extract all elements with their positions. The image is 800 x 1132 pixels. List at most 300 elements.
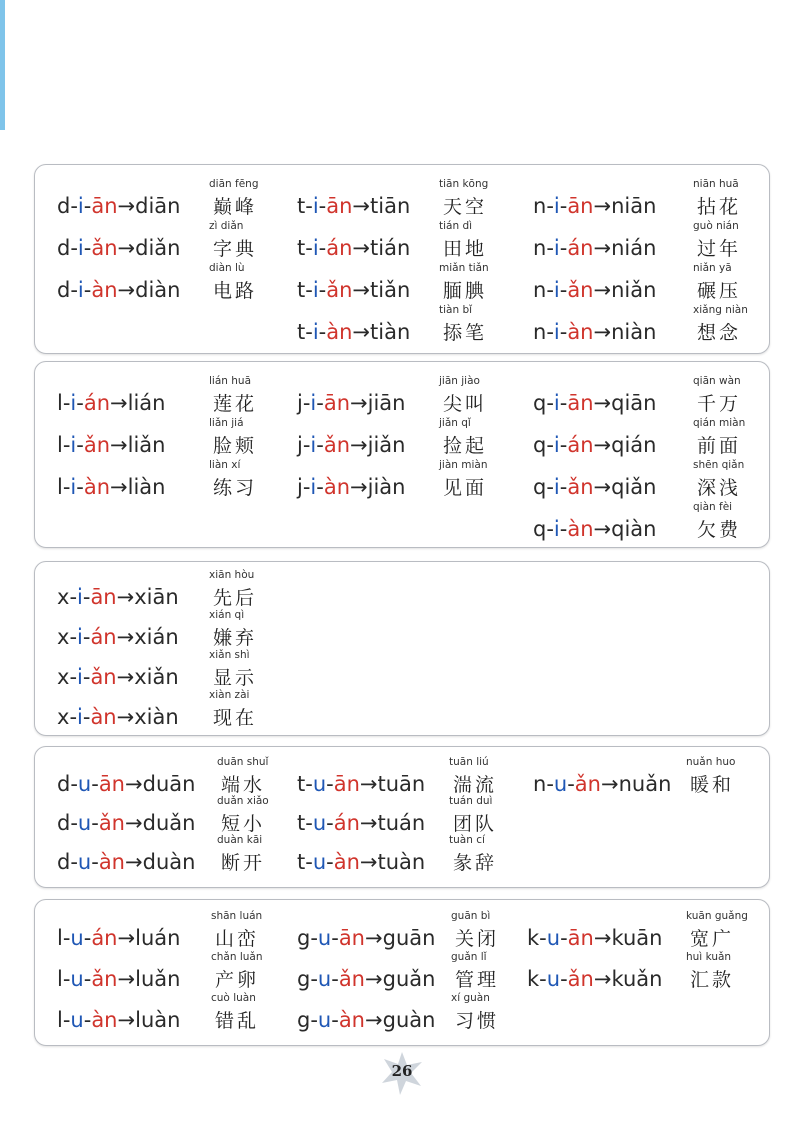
hyphen: - bbox=[305, 236, 313, 260]
word-pinyin: xiǎn shì bbox=[209, 649, 250, 661]
word-pinyin: kuān guǎng bbox=[686, 910, 748, 922]
medial: u bbox=[70, 967, 84, 991]
medial: u bbox=[317, 967, 332, 991]
medial: u bbox=[546, 926, 561, 950]
initial: d bbox=[57, 236, 71, 260]
word-pinyin: xián qì bbox=[209, 609, 245, 621]
final: ān bbox=[323, 391, 351, 415]
result-syllable: liǎn bbox=[127, 433, 166, 457]
result-syllable: tuān bbox=[377, 772, 426, 796]
spelling-equation bbox=[57, 664, 179, 690]
initial: l bbox=[57, 1008, 63, 1032]
final: àn bbox=[326, 320, 353, 344]
word-hanzi: 深浅 bbox=[697, 477, 742, 499]
medial: i bbox=[77, 625, 83, 649]
initial: l bbox=[57, 967, 63, 991]
word-hanzi: 团队 bbox=[453, 813, 498, 835]
hyphen: - bbox=[302, 475, 311, 499]
hyphen: - bbox=[559, 391, 568, 415]
spelling-equation bbox=[57, 193, 180, 219]
hyphen: - bbox=[69, 585, 78, 609]
word-pinyin: liàn xí bbox=[209, 459, 241, 471]
hyphen: - bbox=[83, 967, 92, 991]
result-syllable: guǎn bbox=[382, 967, 436, 991]
final: ǎn bbox=[567, 278, 594, 302]
word-pinyin: liǎn jiá bbox=[209, 417, 244, 429]
medial: i bbox=[553, 391, 560, 415]
result-syllable: jiàn bbox=[367, 475, 406, 499]
spelling-equation bbox=[297, 432, 406, 458]
initial: x bbox=[57, 705, 70, 729]
result-syllable: xiān bbox=[134, 585, 179, 609]
word-hanzi: 显示 bbox=[213, 667, 258, 689]
final: án bbox=[326, 236, 353, 260]
hyphen: - bbox=[70, 772, 78, 796]
word-hanzi: 尖叫 bbox=[443, 393, 488, 415]
hyphen: - bbox=[546, 236, 554, 260]
hyphen: - bbox=[310, 926, 318, 950]
result-syllable: kuǎn bbox=[611, 967, 663, 991]
hyphen: - bbox=[62, 926, 71, 950]
hyphen: - bbox=[559, 278, 568, 302]
word-hanzi: 错乱 bbox=[215, 1010, 260, 1032]
hyphen: - bbox=[559, 236, 568, 260]
hyphen: - bbox=[559, 475, 568, 499]
arrow-icon: → bbox=[116, 705, 135, 729]
page-number-badge bbox=[379, 1050, 425, 1096]
word-hanzi: 碾压 bbox=[697, 280, 742, 302]
hyphen: - bbox=[82, 665, 91, 689]
initial: t bbox=[297, 278, 306, 302]
word-hanzi: 暖和 bbox=[690, 774, 735, 796]
final: ān bbox=[326, 194, 353, 218]
final: àn bbox=[98, 850, 125, 874]
hyphen: - bbox=[91, 811, 99, 835]
word-pinyin: guān bì bbox=[451, 910, 491, 922]
hyphen: - bbox=[305, 320, 313, 344]
word-pinyin: tiān kōng bbox=[439, 178, 489, 190]
arrow-icon: → bbox=[116, 585, 135, 609]
medial: i bbox=[77, 194, 84, 218]
arrow-icon: → bbox=[352, 236, 371, 260]
hyphen: - bbox=[559, 517, 568, 541]
spelling-equation bbox=[533, 277, 656, 303]
page-number: 26 bbox=[391, 1062, 413, 1080]
hyphen: - bbox=[91, 772, 99, 796]
word-hanzi: 宽广 bbox=[690, 928, 735, 950]
arrow-icon: → bbox=[593, 320, 612, 344]
result-syllable: niān bbox=[611, 194, 657, 218]
word-hanzi: 千万 bbox=[697, 393, 742, 415]
final: àn bbox=[91, 1008, 118, 1032]
hyphen: - bbox=[302, 391, 311, 415]
final: án bbox=[90, 625, 117, 649]
final: án bbox=[567, 236, 594, 260]
word-pinyin: xiān hòu bbox=[209, 569, 255, 581]
final: án bbox=[333, 811, 360, 835]
initial: n bbox=[533, 236, 547, 260]
hyphen: - bbox=[83, 278, 92, 302]
spelling-equation bbox=[297, 235, 410, 261]
hyphen: - bbox=[316, 475, 324, 499]
page-edge-bar bbox=[0, 0, 5, 130]
initial: d bbox=[57, 811, 71, 835]
initial: j bbox=[297, 433, 303, 457]
arrow-icon: → bbox=[352, 320, 371, 344]
word-hanzi: 字典 bbox=[213, 238, 258, 260]
result-syllable: xiǎn bbox=[134, 665, 179, 689]
arrow-icon: → bbox=[359, 772, 378, 796]
result-syllable: tiǎn bbox=[370, 278, 411, 302]
spelling-equation bbox=[57, 390, 166, 416]
spelling-equation bbox=[533, 235, 656, 261]
medial: i bbox=[553, 236, 560, 260]
final: ǎn bbox=[323, 433, 351, 457]
spelling-equation bbox=[297, 390, 406, 416]
spelling-equation bbox=[57, 810, 195, 836]
hyphen: - bbox=[318, 320, 327, 344]
word-hanzi: 关闭 bbox=[455, 928, 500, 950]
initial: t bbox=[297, 772, 306, 796]
medial: i bbox=[312, 236, 319, 260]
word-pinyin: duàn kāi bbox=[217, 834, 263, 846]
arrow-icon: → bbox=[117, 278, 136, 302]
hyphen: - bbox=[70, 278, 78, 302]
final: án bbox=[91, 926, 118, 950]
result-syllable: qiān bbox=[611, 391, 657, 415]
result-syllable: tiàn bbox=[370, 320, 411, 344]
initial: k bbox=[527, 926, 540, 950]
word-pinyin: shān luán bbox=[211, 910, 263, 922]
hyphen: - bbox=[305, 194, 313, 218]
arrow-icon: → bbox=[350, 433, 368, 457]
word-hanzi: 想念 bbox=[697, 322, 742, 344]
arrow-icon: → bbox=[110, 391, 128, 415]
medial: u bbox=[317, 926, 332, 950]
hyphen: - bbox=[70, 850, 78, 874]
hyphen: - bbox=[316, 433, 324, 457]
medial: u bbox=[77, 811, 92, 835]
word-hanzi: 莲花 bbox=[213, 393, 258, 415]
hyphen: - bbox=[83, 1008, 92, 1032]
spelling-equation bbox=[527, 966, 662, 992]
hyphen: - bbox=[318, 236, 327, 260]
word-pinyin: tián dì bbox=[439, 220, 473, 232]
initial: x bbox=[57, 665, 70, 689]
spelling-equation bbox=[57, 771, 195, 797]
word-pinyin: xiàn zài bbox=[209, 689, 250, 701]
word-hanzi: 田地 bbox=[443, 238, 488, 260]
hyphen: - bbox=[310, 967, 318, 991]
spelling-equation bbox=[57, 966, 180, 992]
word-hanzi: 湍流 bbox=[453, 774, 498, 796]
hyphen: - bbox=[331, 967, 339, 991]
medial: i bbox=[553, 278, 560, 302]
medial: i bbox=[77, 278, 84, 302]
spelling-equation bbox=[533, 432, 656, 458]
arrow-icon: → bbox=[359, 811, 378, 835]
hyphen: - bbox=[305, 772, 313, 796]
final: ān bbox=[567, 926, 594, 950]
arrow-icon: → bbox=[593, 967, 612, 991]
result-syllable: nián bbox=[611, 236, 657, 260]
final: àn bbox=[323, 475, 351, 499]
medial: u bbox=[317, 1008, 332, 1032]
pinyin-panel-2 bbox=[34, 361, 770, 548]
medial: i bbox=[553, 475, 560, 499]
initial: t bbox=[297, 811, 306, 835]
spelling-equation bbox=[527, 925, 662, 951]
initial: g bbox=[297, 967, 311, 991]
word-pinyin: diàn lù bbox=[209, 262, 245, 274]
hyphen: - bbox=[539, 926, 547, 950]
word-pinyin: nuǎn huo bbox=[686, 756, 736, 768]
word-pinyin: tuàn cí bbox=[449, 834, 485, 846]
arrow-icon: → bbox=[352, 194, 371, 218]
hyphen: - bbox=[305, 278, 313, 302]
arrow-icon: → bbox=[116, 665, 135, 689]
hyphen: - bbox=[559, 320, 568, 344]
pinyin-panel-1 bbox=[34, 164, 770, 354]
initial: q bbox=[533, 475, 547, 499]
word-hanzi: 管理 bbox=[455, 969, 500, 991]
final: ān bbox=[567, 194, 594, 218]
result-syllable: qián bbox=[611, 433, 657, 457]
spelling-equation bbox=[297, 771, 425, 797]
final: ǎn bbox=[567, 967, 594, 991]
spelling-equation bbox=[533, 474, 656, 500]
arrow-icon: → bbox=[600, 772, 619, 796]
hyphen: - bbox=[559, 433, 568, 457]
hyphen: - bbox=[546, 772, 554, 796]
medial: u bbox=[546, 967, 561, 991]
arrow-icon: → bbox=[593, 926, 612, 950]
result-syllable: luǎn bbox=[135, 967, 181, 991]
result-syllable: tián bbox=[370, 236, 411, 260]
hyphen: - bbox=[331, 926, 339, 950]
arrow-icon: → bbox=[593, 475, 612, 499]
arrow-icon: → bbox=[110, 433, 128, 457]
hyphen: - bbox=[316, 391, 324, 415]
final: ān bbox=[338, 926, 365, 950]
hyphen: - bbox=[318, 278, 327, 302]
medial: i bbox=[310, 475, 317, 499]
initial: d bbox=[57, 772, 71, 796]
hyphen: - bbox=[302, 433, 311, 457]
word-hanzi: 断开 bbox=[221, 852, 266, 874]
medial: i bbox=[312, 278, 319, 302]
spelling-equation bbox=[297, 193, 410, 219]
initial: q bbox=[533, 391, 547, 415]
medial: i bbox=[553, 320, 560, 344]
final: àn bbox=[83, 475, 111, 499]
initial: l bbox=[57, 433, 63, 457]
word-pinyin: cuò luàn bbox=[211, 992, 256, 1004]
word-hanzi: 产卵 bbox=[215, 969, 260, 991]
word-hanzi: 腼腆 bbox=[443, 280, 488, 302]
medial: i bbox=[77, 236, 84, 260]
result-syllable: jiān bbox=[367, 391, 406, 415]
arrow-icon: → bbox=[593, 194, 612, 218]
word-pinyin: xí guàn bbox=[451, 992, 490, 1004]
hyphen: - bbox=[62, 433, 71, 457]
hyphen: - bbox=[82, 705, 91, 729]
final: ān bbox=[98, 772, 125, 796]
initial: q bbox=[533, 517, 547, 541]
result-syllable: lián bbox=[127, 391, 166, 415]
final: àn bbox=[333, 850, 360, 874]
word-hanzi: 巅峰 bbox=[213, 196, 258, 218]
spelling-equation bbox=[297, 966, 435, 992]
hyphen: - bbox=[546, 194, 554, 218]
result-syllable: kuān bbox=[611, 926, 663, 950]
medial: u bbox=[77, 772, 92, 796]
medial: i bbox=[70, 475, 77, 499]
arrow-icon: → bbox=[593, 278, 612, 302]
hyphen: - bbox=[560, 967, 568, 991]
hyphen: - bbox=[318, 194, 327, 218]
hyphen: - bbox=[546, 278, 554, 302]
initial: t bbox=[297, 236, 306, 260]
hyphen: - bbox=[83, 926, 92, 950]
hyphen: - bbox=[62, 391, 71, 415]
hyphen: - bbox=[310, 1008, 318, 1032]
hyphen: - bbox=[83, 194, 92, 218]
final: án bbox=[567, 433, 594, 457]
spelling-equation bbox=[57, 849, 195, 875]
final: àn bbox=[91, 278, 118, 302]
result-syllable: luán bbox=[135, 926, 181, 950]
spelling-equation bbox=[57, 704, 179, 730]
hyphen: - bbox=[546, 320, 554, 344]
final: àn bbox=[567, 320, 594, 344]
arrow-icon: → bbox=[117, 236, 136, 260]
word-pinyin: duǎn xiǎo bbox=[217, 795, 269, 807]
final: ān bbox=[333, 772, 360, 796]
hyphen: - bbox=[70, 811, 78, 835]
arrow-icon: → bbox=[350, 475, 368, 499]
final: ān bbox=[567, 391, 594, 415]
spelling-equation bbox=[297, 319, 410, 345]
initial: g bbox=[297, 1008, 311, 1032]
spelling-equation bbox=[297, 277, 410, 303]
arrow-icon: → bbox=[117, 926, 136, 950]
hyphen: - bbox=[546, 517, 554, 541]
final: ǎn bbox=[90, 665, 117, 689]
initial: d bbox=[57, 278, 71, 302]
result-syllable: niàn bbox=[611, 320, 657, 344]
spelling-equation bbox=[297, 1007, 435, 1033]
initial: t bbox=[297, 194, 306, 218]
arrow-icon: → bbox=[352, 278, 371, 302]
result-syllable: guān bbox=[382, 926, 436, 950]
initial: t bbox=[297, 850, 306, 874]
medial: i bbox=[553, 433, 560, 457]
arrow-icon: → bbox=[110, 475, 128, 499]
word-hanzi: 电路 bbox=[213, 280, 258, 302]
result-syllable: niǎn bbox=[611, 278, 657, 302]
initial: g bbox=[297, 926, 311, 950]
final: ǎn bbox=[91, 236, 118, 260]
hyphen: - bbox=[326, 772, 334, 796]
arrow-icon: → bbox=[117, 1008, 136, 1032]
arrow-icon: → bbox=[125, 772, 143, 796]
spelling-equation bbox=[57, 235, 180, 261]
hyphen: - bbox=[69, 625, 78, 649]
final: ǎn bbox=[98, 811, 125, 835]
final: án bbox=[83, 391, 111, 415]
word-pinyin: niǎn yā bbox=[693, 262, 732, 274]
arrow-icon: → bbox=[350, 391, 368, 415]
pinyin-panel-5 bbox=[34, 899, 770, 1046]
medial: u bbox=[70, 926, 84, 950]
result-syllable: nuǎn bbox=[618, 772, 672, 796]
spelling-equation bbox=[533, 771, 671, 797]
result-syllable: diān bbox=[135, 194, 181, 218]
word-pinyin: tuán duì bbox=[449, 795, 493, 807]
word-hanzi: 先后 bbox=[213, 587, 258, 609]
word-hanzi: 现在 bbox=[213, 707, 258, 729]
arrow-icon: → bbox=[593, 517, 612, 541]
medial: i bbox=[77, 665, 83, 689]
hyphen: - bbox=[82, 585, 91, 609]
hyphen: - bbox=[546, 391, 554, 415]
hyphen: - bbox=[91, 850, 99, 874]
spelling-equation bbox=[297, 810, 425, 836]
arrow-icon: → bbox=[365, 967, 383, 991]
hyphen: - bbox=[69, 665, 78, 689]
hyphen: - bbox=[546, 433, 554, 457]
arrow-icon: → bbox=[359, 850, 378, 874]
hyphen: - bbox=[69, 705, 78, 729]
hyphen: - bbox=[76, 391, 84, 415]
word-pinyin: duān shuǐ bbox=[217, 756, 269, 768]
initial: n bbox=[533, 320, 547, 344]
word-hanzi: 欠费 bbox=[697, 519, 742, 541]
medial: i bbox=[77, 585, 83, 609]
medial: u bbox=[312, 772, 327, 796]
hyphen: - bbox=[560, 926, 568, 950]
word-pinyin: xiǎng niàn bbox=[693, 304, 748, 316]
spelling-equation bbox=[57, 624, 179, 650]
final: àn bbox=[567, 517, 594, 541]
pinyin-panel-4 bbox=[34, 746, 770, 888]
initial: k bbox=[527, 967, 540, 991]
arrow-icon: → bbox=[593, 391, 612, 415]
arrow-icon: → bbox=[125, 811, 143, 835]
word-pinyin: qiān wàn bbox=[693, 375, 741, 387]
final: ān bbox=[91, 194, 118, 218]
hyphen: - bbox=[305, 811, 313, 835]
initial: l bbox=[57, 391, 63, 415]
result-syllable: tuán bbox=[377, 811, 426, 835]
pinyin-panel-3 bbox=[34, 561, 770, 736]
initial: l bbox=[57, 926, 63, 950]
word-hanzi: 练习 bbox=[213, 477, 258, 499]
word-hanzi: 掭笔 bbox=[443, 322, 488, 344]
arrow-icon: → bbox=[117, 967, 136, 991]
word-hanzi: 过年 bbox=[697, 238, 742, 260]
final: àn bbox=[90, 705, 117, 729]
word-hanzi: 习惯 bbox=[455, 1010, 500, 1032]
final: ān bbox=[90, 585, 117, 609]
final: ǎn bbox=[338, 967, 365, 991]
hyphen: - bbox=[305, 850, 313, 874]
hyphen: - bbox=[70, 236, 78, 260]
result-syllable: qiàn bbox=[611, 517, 657, 541]
medial: u bbox=[70, 1008, 84, 1032]
medial: i bbox=[310, 433, 317, 457]
